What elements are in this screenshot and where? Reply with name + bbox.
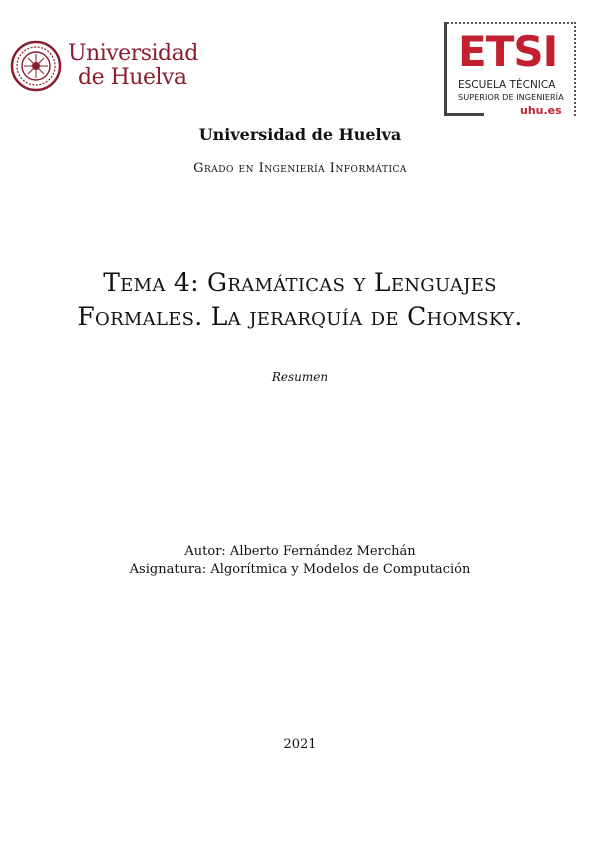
subject-line: Asignatura: Algorítmica y Modelos de Computación [129, 562, 471, 577]
university-seal-icon [10, 40, 62, 92]
university-wordmark [68, 41, 198, 90]
universidad-de-huelva-logo [10, 40, 198, 94]
etsi-logo [444, 22, 579, 120]
author-line: Autor: Alberto Fernández Merchán [184, 544, 416, 559]
etsi-title: ETSI [458, 27, 558, 76]
etsi-uhues-mark: uhu.es [520, 104, 562, 117]
etsi-subtitle-line-1: ESCUELA TÉCNICA [458, 79, 556, 91]
document-title-line-2: Formales. La jerarquía de Chomsky. [77, 302, 523, 331]
document-title-line-1: Tema 4: Gramáticas y Lenguajes [103, 268, 497, 297]
abstract-label: Resumen [271, 370, 329, 384]
publication-year: 2021 [283, 737, 317, 752]
university-name: Universidad de Huelva [198, 125, 402, 144]
document-title [0, 266, 600, 334]
degree-name: Grado en Ingeniería Informática [193, 161, 407, 176]
wordmark-line-2: de Huelva [78, 65, 187, 90]
wordmark-line-1: Universidad [68, 41, 198, 66]
etsi-subtitle-line-2: SUPERIOR DE INGENIERÍA [458, 92, 564, 102]
